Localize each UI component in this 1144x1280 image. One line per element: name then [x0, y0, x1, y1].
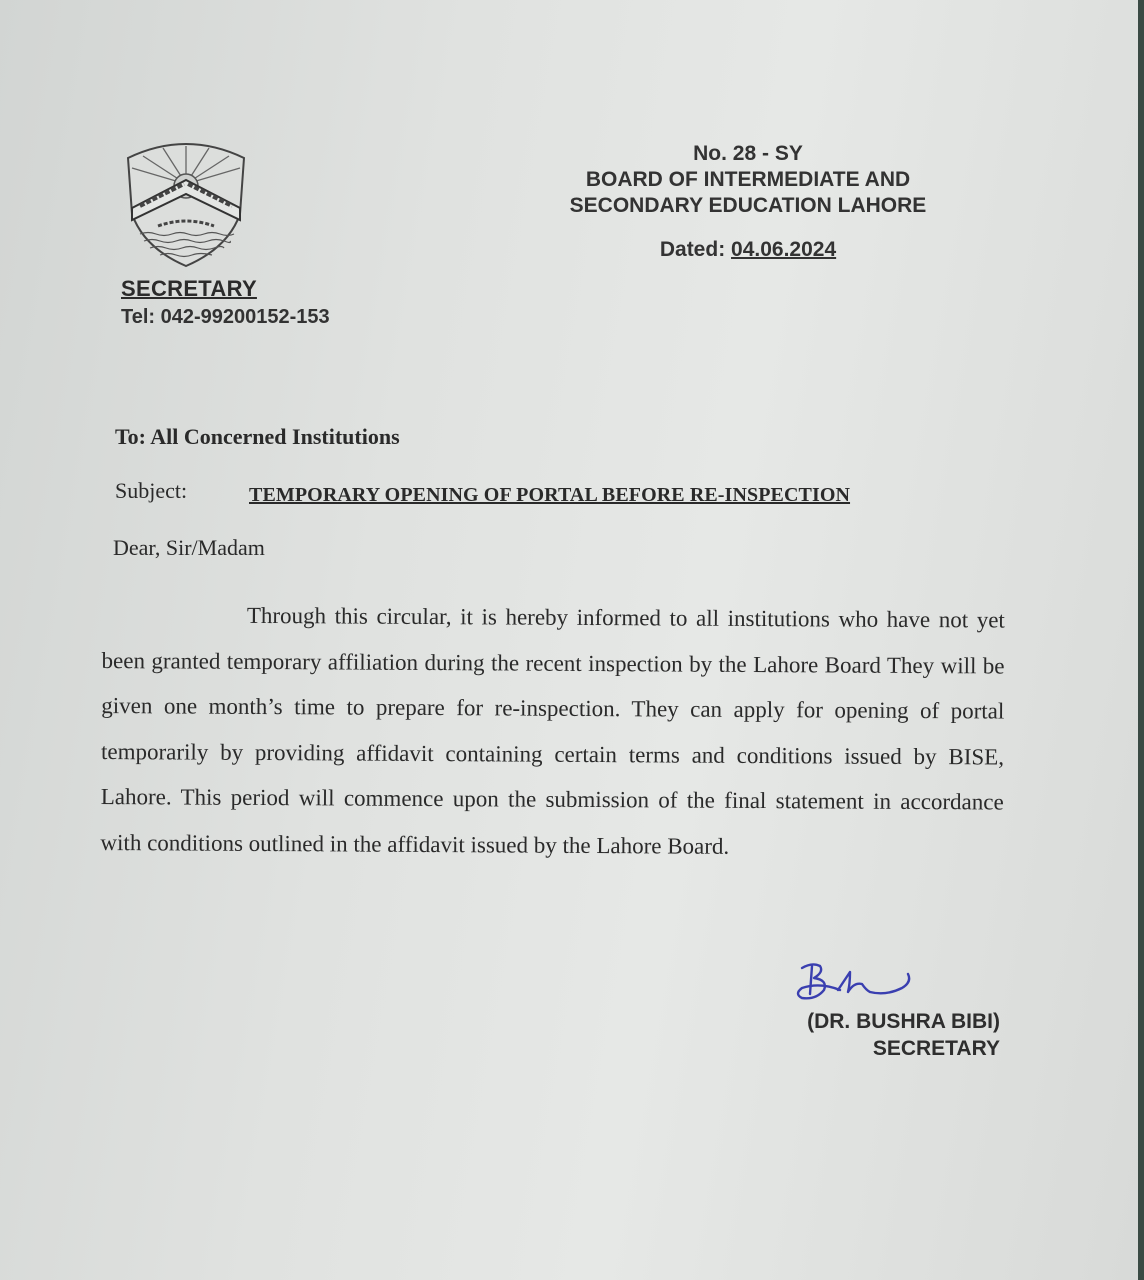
telephone-number: Tel: 042-99200152-153	[121, 306, 330, 328]
date-label: Dated:	[659, 238, 726, 261]
board-crest-logo-icon	[118, 136, 254, 272]
handwritten-signature-icon	[790, 958, 930, 1008]
recipient-line: To: All Concerned Institutions	[115, 424, 400, 449]
date-line	[540, 237, 956, 263]
subject-label: Subject:	[115, 478, 188, 503]
reference-number: No. 28 - SY	[693, 142, 803, 165]
subject-text: TEMPORARY OPENING OF PORTAL BEFORE RE-INSPECTION	[249, 484, 851, 506]
letter-body: Through this circular, it is hereby informed to all institutions who have not yet been granted temporary affiliation during the recent inspection by the Lahore Board They will be given one month’s time to prepare for re-inspection. They can apply for opening of portal temporarily by providing affidavit containing certain terms and conditions issued by BISE, Lahore. This period will commence upon the submission of the final statement in accordance with conditions outlined in the affidavit issued by the Lahore Board.	[100, 602, 1005, 859]
salutation: Dear, Sir/Madam	[113, 535, 265, 560]
date-value: 04.06.2024	[731, 238, 837, 261]
office-title: SECRETARY	[121, 276, 257, 301]
signatory-name: (DR. BUSHRA BIBI)	[807, 1010, 1000, 1033]
organization-name-line1: BOARD OF INTERMEDIATE AND	[585, 168, 911, 191]
signatory-title: SECRETARY	[872, 1037, 1000, 1060]
organization-name-line2: SECONDARY EDUCATION LAHORE	[569, 194, 927, 217]
